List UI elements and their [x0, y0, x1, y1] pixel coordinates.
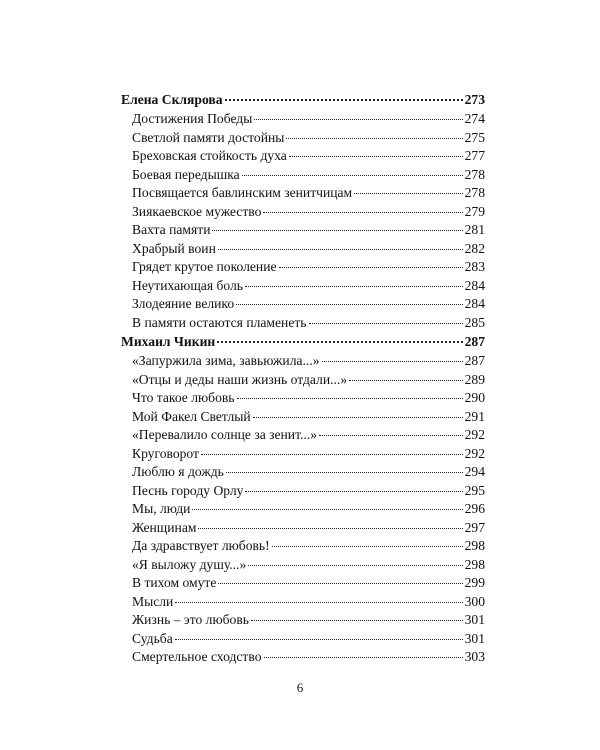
toc-entry: [121, 593, 485, 612]
entry-title: Да здравствует любовь!: [132, 538, 270, 553]
dot-leader: [254, 119, 462, 120]
toc-entry: [121, 277, 485, 296]
entry-page: 275: [464, 129, 485, 145]
entry-page: 291: [464, 408, 485, 424]
toc-entry: [121, 426, 485, 445]
toc-entry: [121, 258, 485, 277]
dot-leader: [218, 583, 462, 584]
entry-page: 281: [464, 222, 485, 237]
entry-title: «Я выложу душу...»: [132, 556, 247, 572]
toc-entry: [121, 648, 485, 667]
author-page: 287: [464, 334, 485, 349]
toc-entry: [121, 166, 485, 185]
toc-entry: [121, 352, 485, 371]
author-name: Михаил Чикин: [121, 334, 216, 349]
dot-leader: [212, 230, 462, 231]
entry-title: Люблю я дождь: [132, 464, 224, 479]
dot-leader: [245, 286, 463, 287]
toc-author-row: [121, 90, 485, 110]
entry-title: Жизнь – это любовь: [132, 612, 249, 627]
entry-title: Мой Факел Светлый: [132, 408, 251, 424]
toc-entry: [121, 445, 485, 464]
entry-page: 303: [464, 649, 485, 664]
toc-entry: [121, 537, 485, 556]
entry-title: В тихом омуте: [132, 575, 217, 590]
toc-entry: [121, 147, 485, 166]
author-page: 273: [464, 92, 485, 107]
toc-section: [121, 332, 485, 667]
entry-title: Храбрый воин: [132, 240, 216, 256]
entry-title: Смертельное сходство: [132, 649, 262, 664]
entry-page: 274: [464, 111, 485, 126]
entry-page: 285: [464, 314, 485, 330]
toc-entry: [121, 314, 485, 333]
page-number: 6: [296, 680, 304, 695]
entry-title: Неутихающая боль: [132, 277, 243, 293]
dot-leader: [198, 528, 462, 529]
dot-leader: [354, 193, 462, 194]
toc-entry: [121, 110, 485, 129]
dot-leader: [201, 454, 463, 455]
entry-page: 277: [464, 148, 485, 163]
entry-page: 300: [464, 593, 485, 609]
toc-entry: [121, 129, 485, 148]
entry-page: 301: [464, 630, 485, 646]
entry-page: 289: [464, 371, 485, 387]
entry-title: Судьба: [132, 630, 173, 646]
entry-title: Мысли: [132, 593, 174, 609]
dot-leader: [175, 639, 463, 640]
dot-leader: [309, 323, 463, 324]
dot-leader: [245, 491, 462, 492]
entry-title: В памяти остаются пламенеть: [132, 314, 307, 330]
entry-page: 290: [464, 390, 485, 405]
toc-entry: [121, 556, 485, 575]
toc-entry: [121, 221, 485, 240]
dot-leader: [225, 99, 463, 101]
entry-page: 299: [464, 575, 485, 590]
entry-page: 278: [464, 185, 485, 200]
dot-leader: [217, 341, 462, 343]
entry-title: Светлой памяти достойны: [132, 129, 285, 145]
entry-page: 292: [464, 427, 485, 442]
entry-title: Грядет крутое поколение: [132, 259, 277, 274]
entry-title: Злодеяние велико: [132, 296, 235, 311]
dot-leader: [286, 138, 462, 139]
table-of-contents: [121, 90, 485, 667]
toc-section: [121, 90, 485, 332]
toc-entry: [121, 295, 485, 314]
entry-page: 282: [464, 240, 485, 256]
entry-page: 296: [464, 501, 485, 516]
entry-page: 297: [464, 519, 485, 535]
entry-title: Что такое любовь: [132, 390, 235, 405]
entry-title: Посвящается бавлинским зенитчицам: [132, 185, 353, 200]
dot-leader: [322, 361, 463, 362]
entry-page: 284: [464, 296, 485, 311]
dot-leader: [279, 267, 463, 268]
entry-page: 278: [464, 166, 485, 182]
entry-title: «Отцы и деды наши жизнь отдали...»: [132, 371, 348, 387]
entry-page: 283: [464, 259, 485, 274]
toc-entry: [121, 482, 485, 501]
toc-entry: [121, 240, 485, 259]
entry-page: 298: [464, 538, 485, 553]
entry-title: Вахта памяти: [132, 222, 211, 237]
dot-leader: [248, 565, 462, 566]
dot-leader: [218, 249, 463, 250]
entry-page: 294: [464, 464, 485, 479]
entry-title: Бреховская стойкость духа: [132, 148, 287, 163]
entry-title: Зиякаевское мужество: [132, 203, 262, 219]
dot-leader: [237, 398, 463, 399]
dot-leader: [319, 435, 463, 436]
toc-entries: [121, 110, 485, 332]
toc-entry: [121, 463, 485, 482]
toc-entry: [121, 203, 485, 222]
toc-entry: [121, 574, 485, 593]
toc-entry: [121, 500, 485, 519]
dot-leader: [251, 620, 463, 621]
dot-leader: [236, 304, 462, 305]
entry-title: Мы, люди: [132, 501, 191, 516]
author-name: Елена Склярова: [121, 92, 223, 107]
entry-title: Песнь городу Орлу: [132, 482, 244, 498]
entry-title: «Перевалило солнце за зенит...»: [132, 427, 317, 442]
dot-leader: [192, 509, 462, 510]
toc-entry: [121, 630, 485, 649]
entry-page: 287: [464, 353, 485, 368]
toc-author-row: [121, 332, 485, 352]
entry-page: 295: [464, 482, 485, 498]
dot-leader: [272, 546, 463, 547]
entry-page: 284: [464, 277, 485, 293]
dot-leader: [289, 156, 463, 157]
entry-title: Боевая передышка: [132, 166, 240, 182]
entry-page: 301: [464, 612, 485, 627]
entry-title: Круговорот: [132, 445, 199, 461]
dot-leader: [264, 657, 463, 658]
dot-leader: [226, 472, 463, 473]
toc-entry: [121, 371, 485, 390]
toc-entry: [121, 408, 485, 427]
dot-leader: [253, 417, 463, 418]
toc-entry: [121, 611, 485, 630]
dot-leader: [175, 602, 462, 603]
toc-entries: [121, 352, 485, 667]
entry-page: 279: [464, 203, 485, 219]
dot-leader: [349, 380, 462, 381]
dot-leader: [242, 175, 463, 176]
entry-title: «Запуржила зима, завьюжила...»: [132, 353, 320, 368]
toc-entry: [121, 389, 485, 408]
entry-title: Достижения Победы: [132, 111, 253, 126]
entry-page: 298: [464, 556, 485, 572]
toc-entry: [121, 184, 485, 203]
toc-entry: [121, 519, 485, 538]
entry-title: Женщинам: [132, 519, 197, 535]
entry-page: 292: [464, 445, 485, 461]
dot-leader: [263, 212, 462, 213]
